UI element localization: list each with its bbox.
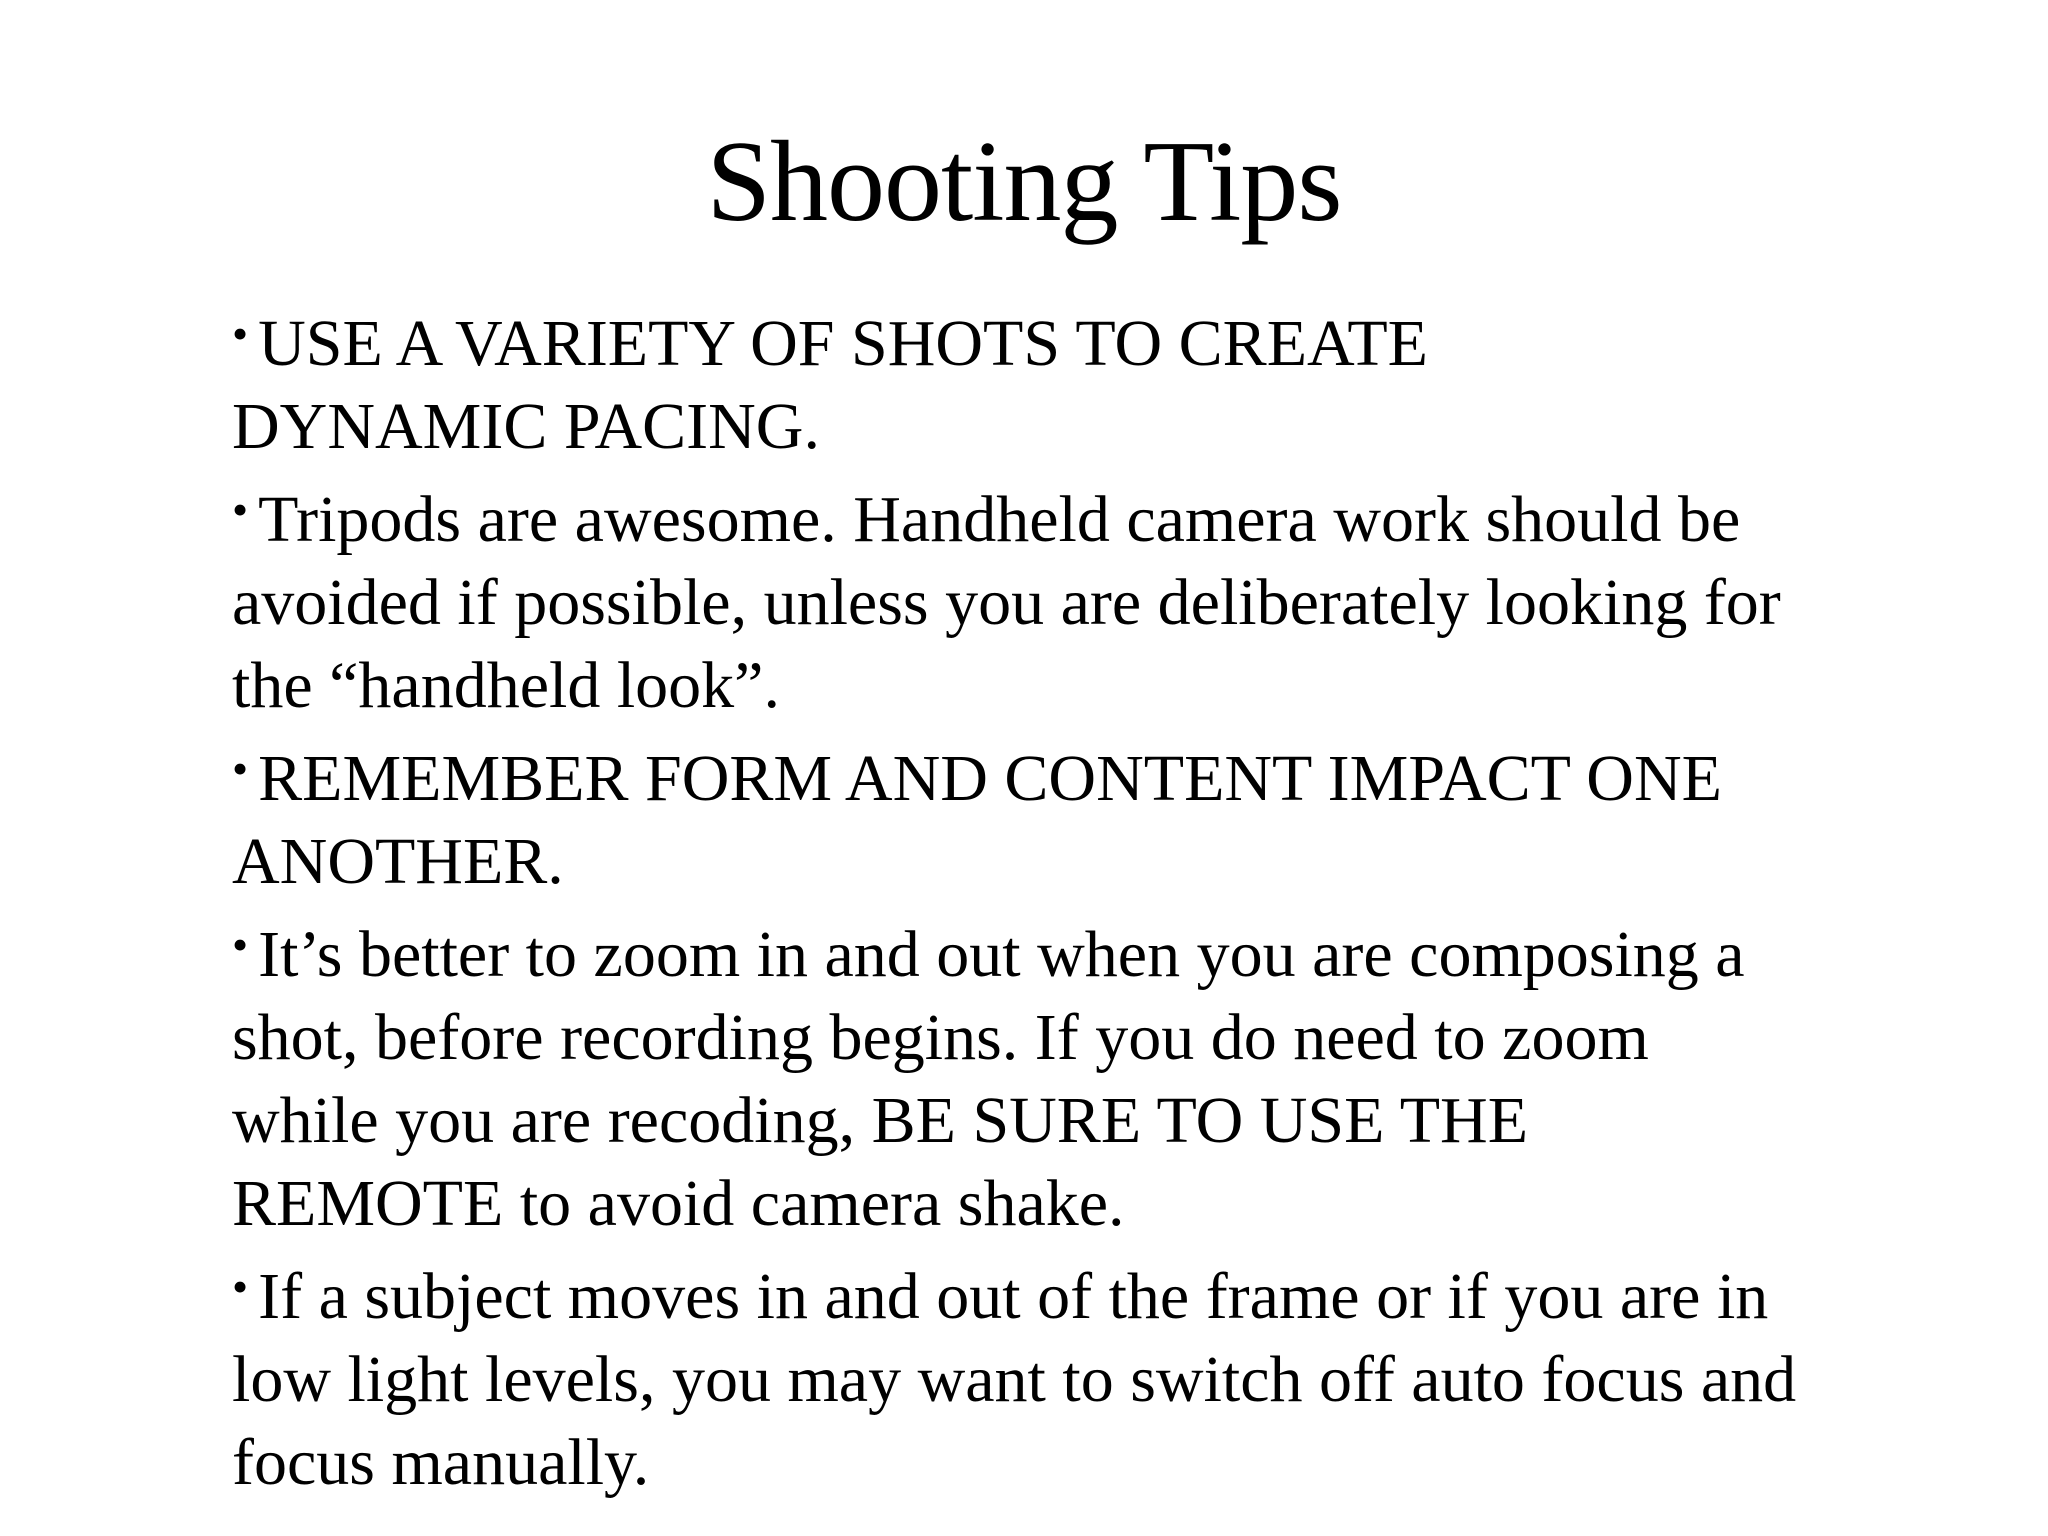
- bullet-line: avoided if possible, unless you are deliberately looking for: [232, 566, 1781, 639]
- bullet-text: If a subject moves in and out of the frame or if you are in: [258, 1260, 1769, 1333]
- bullet-item: [232, 727, 1852, 903]
- bullet-line: low light levels, you may want to switch off auto focus and: [232, 1343, 1797, 1416]
- bullet-text: REMEMBER FORM AND CONTENT IMPACT ONE: [258, 742, 1722, 815]
- bullet-text: It’s better to zoom in and out when you are composing a: [258, 918, 1745, 991]
- bullet-item: [232, 292, 1852, 468]
- bullet-marker: •: [232, 484, 249, 535]
- bullet-item: [232, 468, 1852, 727]
- bullet-text: Tripods are awesome. Handheld camera work should be: [258, 483, 1741, 556]
- bullet-line: focus manually.: [232, 1426, 650, 1499]
- bullet-line: REMOTE to avoid camera shake.: [232, 1167, 1125, 1240]
- bullet-text: USE A VARIETY OF SHOTS TO CREATE: [258, 307, 1428, 380]
- bullet-item: [232, 1245, 1852, 1504]
- bullet-marker: •: [232, 1261, 249, 1312]
- slide-title: Shooting Tips: [706, 118, 1342, 246]
- bullet-item: [232, 903, 1852, 1245]
- bullet-line: DYNAMIC PACING.: [232, 390, 820, 463]
- bullet-line: [232, 903, 1852, 996]
- bullet-line: [232, 727, 1852, 820]
- bullet-line: [232, 468, 1852, 561]
- bullet-marker: •: [232, 919, 249, 970]
- bullet-line: [232, 1245, 1852, 1338]
- bullet-line: ANOTHER.: [232, 825, 564, 898]
- bullet-line: while you are recoding, BE SURE TO USE THE: [232, 1084, 1529, 1157]
- bullet-line: the “handheld look”.: [232, 649, 780, 722]
- bullet-marker: •: [232, 743, 249, 794]
- bullet-line: shot, before recording begins. If you do need to zoom: [232, 1001, 1649, 1074]
- bullet-line: [232, 292, 1852, 385]
- bullet-list: [232, 292, 1852, 1504]
- bullet-marker: •: [232, 308, 249, 359]
